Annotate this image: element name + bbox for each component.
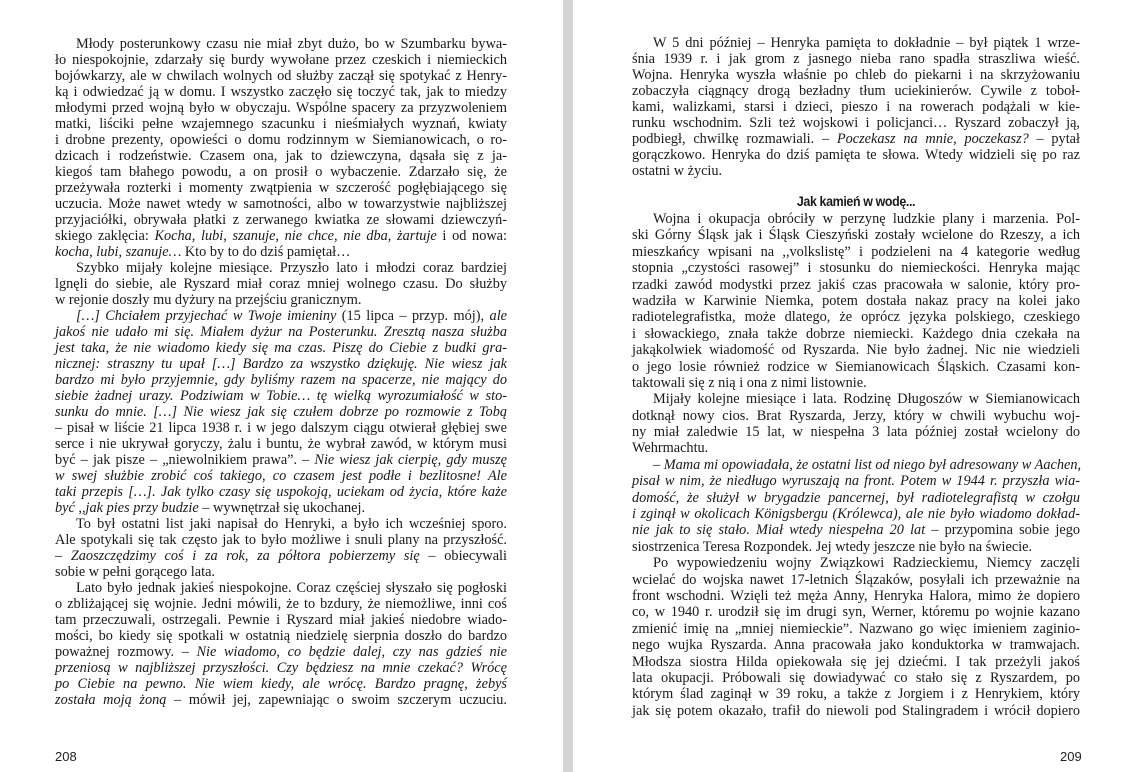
text-line [632,473,1080,489]
italic-text: siebie żadnej urazy. Podziwiam w Tobie… tę wielką wyrozumiałość w sto- [55,388,507,404]
italic-text: być ,,jak pies przy budzie [55,500,199,516]
text-run: radiotelegrafistka, może dlatego, że oprócz języka polskiego, czeskiego [632,309,1080,326]
text-run: serce i nie ukrywał goryczy, żalu i buntu, że wybrał zawód, w którym musi [55,436,507,452]
text-run: – pisał w liście 21 lipca 1938 r. i w jego dalszym ciągu otwierał głębiej swe [55,420,507,436]
italic-text: pisał w nim, że niedługo wyruszają na front. Potem w 1944 r. przyszła wia- [632,473,1080,490]
text-run: młodymi przed wojną było w obyczaju. Wspólne spacery za przyzwoleniem [55,100,507,116]
text-line [55,404,507,420]
paragraph [55,36,507,260]
text-line [55,260,507,276]
text-run: Wojna. Henryka wyszła właśnie po chleb do piekarni i na skrzyżowaniu [632,67,1080,83]
text-line [55,612,507,628]
text-line [632,539,1080,555]
paragraph [632,391,1080,457]
italic-text: taki przepis […]. Jak tylko czasy się uspokoją, uciekam od życia, które każe [55,484,507,500]
page-number: 209 [1060,749,1082,764]
text-line [55,100,507,116]
text-run: ką i odwiedzać ją w domu. I wszystko zaczęło się toczyć tak, jak to miedzy [55,84,507,100]
text-run: – przypomina sobie jego [925,522,1081,539]
text-run: To był ostatni list jaki napisał do Henryki, a było ich wcześniej sporo. [76,516,507,532]
text-run: – mówił jej, zapewniając o swoim szczerym uczuciu. [166,692,507,708]
text-run: kami, walizkami, starsi i dzieci, pieszo i na rowerach podążali w kie- [632,99,1080,115]
text-run: skiego zaklęcia: [55,228,155,244]
text-run: Kto by to do dziś pamiętał… [181,244,351,260]
text-run: Lato było jednak jakieś niespokojne. Coraz częściej słyszało się pogłoski [76,580,507,596]
text-run: mości, bo kiedy się spotkali w ostatnią niedzielę sierpnia doszło do bardzo [55,628,507,644]
text-line [55,628,507,644]
text-line [632,703,1080,719]
text-line [55,308,507,324]
text-run: jakąkolwiek wiadomość od Ryszarda. Nie było żadnej. Nic nie wiedzieli [632,342,1080,359]
text-line [55,500,507,516]
text-run: mieszkańcy wpisani na ,,volkslistę” i podzieleni na 4 kategorie według [632,243,1080,260]
text-line [632,131,1080,147]
italic-text: – Zaoszczędzimy coś i za rok, za półtora pobierzemy się [55,548,420,564]
text-run: podbiegł, chwilkę rozmawiali. – [632,131,837,147]
text-line [55,452,507,468]
text-line [55,212,507,228]
text-line [632,490,1080,506]
text-line [632,277,1080,293]
text-line [632,572,1080,588]
text-run: tam przeczuwali, ostrzegali. Pewnie i Ryszard miał jakieś niedobre wiado- [55,612,507,628]
text-line [632,621,1080,637]
text-run: Po wypowiedzeniu wojny Związkowi Radzieckiemu, Niemcy zaczęli [653,555,1080,572]
text-run: wcielać do wojska nawet 17-letnich Ślązaków, posyłali ich przeważnie na [632,571,1080,588]
text-line [55,84,507,100]
text-run: – pytał [1028,131,1081,147]
text-run: kiegoś tam błahego powodu, a on prosił o wybaczenie. Zdarzało się, że [55,164,507,180]
italic-text: jest taka, że nie wiadomo kiedy się ma czas. Piszę do Ciebie z budki gra- [55,340,507,356]
section-heading: Jak kamień w wodę... [796,194,916,209]
page-gutter-divider [563,0,573,772]
text-run: wadziła w Karwinie Niemka, potem dostała nakaz pracy na kolei jako [632,292,1080,309]
text-run: siostrzenica Teresa Rozpondek. Jej wtedy jeszcze nie było na świecie. [632,538,1033,555]
text-run: nego wujka Ryszarda. Anna pracowała jako konduktorka w tramwajach. [632,637,1080,654]
text-line [632,359,1080,375]
text-line [55,564,507,580]
italic-text: Nie wiadomo, co będzie dalej, czy nas gdzieś nie [196,644,507,660]
text-run: Wehrmachtu. [632,440,709,457]
text-run: ny miał zaledwie 15 lat, w niespełna 3 lata później został wcielony do [632,424,1080,441]
italic-text: nicznej: straszny tu upał […] Bardzo za wszystko dziękuję. Nie wiesz jak [55,356,507,372]
text-line [632,588,1080,604]
text-run: co, w 1940 r. urodził się im drugi syn, Werner, któremu po wojnie kazano [632,604,1080,621]
text-line [632,244,1080,260]
text-line [632,227,1080,243]
text-run: jak się potem okazało, trafił do niewoli pod Stalingradem i wrócił dopiero [632,702,1080,719]
text-run: matki, liściki pełne wzajemnego szacunku i nieśmiałych wyznań, kwiaty [55,116,507,132]
text-run: dzicach i rodzeństwie. Czasem ona, jak to dziewczyna, dąsała się z ja- [55,148,507,164]
text-run: o zbliżającej się wojnie. Jedni mówili, że to bzdury, że niemożliwe, inni coś [55,596,507,612]
text-run: przyjaciółki, obrywała płatki z zerwanego kwiatka ze słowami dziewczyń- [55,212,507,228]
text-line [632,67,1080,83]
text-line [55,532,507,548]
text-run: Ale spotykali się tak często jak to było możliwe i snuli plany na przyszłość. [55,532,507,548]
text-run: stopnia „czystości rasowej” i stosunku do niemieckości. Henryka mając [632,260,1080,277]
paragraph [632,211,1080,391]
paragraph [55,308,507,516]
text-line [632,326,1080,342]
text-line [55,148,507,164]
text-line [632,99,1080,115]
text-line [632,147,1080,163]
text-line [632,604,1080,620]
text-run: Młodsza siostra Hilda opiekowała się jej dziećmi. I tak przeżyli jakoś [632,653,1080,670]
text-line [55,644,507,660]
text-line [55,484,507,500]
text-line [55,420,507,436]
text-run: bojówkarzy, ale w chwilach wolnych od służby zaczął się spotykać z Henry- [55,68,507,84]
italic-text: Poczekasz na mnie, poczekasz? [836,131,1029,147]
paragraph [632,457,1080,555]
text-line [632,522,1080,538]
italic-text: domość, że służył w brygadzie pancernej, był radiotelegrafistą w czołgu [632,489,1080,506]
text-line [55,36,507,52]
text-run: i od nowa: [436,228,507,244]
text-line [632,375,1080,391]
text-line [55,468,507,484]
text-run: lgnęli do siebie, ale Ryszard miał coraz mniej wolnego czasu. Do służby [55,276,507,292]
italic-text: po Ciebie na pewno. Nie wiem kiedy, ale wrócę. Bardzo pragnę, żebyś [55,676,507,692]
text-line [632,163,1080,179]
text-run: być – jak pisze – „niewolnikiem prawa”. – [55,452,315,468]
text-line [55,676,507,692]
italic-text: – Mama mi opowiadała, że ostatni list od niego był adresowany w Aachen, [653,456,1082,473]
text-line [55,68,507,84]
text-run: zmienić imię na „mniej niemieckie”. Nazwano go więc imieniem zaginio- [632,620,1080,637]
text-run: zobaczyła ciągnący drogą bezładny tłum uciekinierów. Cywile z toboł- [632,83,1080,99]
text-run: o jego losie również rodzice w Siemianowicach Śląskich. Czasami kon- [632,358,1080,375]
text-line [632,342,1080,358]
text-line [55,692,507,708]
text-line [55,580,507,596]
text-line [55,132,507,148]
text-line [632,686,1080,702]
italic-text: nie jak to się stało. Miał wtedy niespełna 20 lat [632,522,926,539]
text-run: lata okupacji. Próbowali się dowiadywać co stało się z Ryszardem, po [632,669,1080,686]
text-line [632,440,1080,456]
text-run: front wschodni. Wzięli też męża Anny, Henryka Halora, mimo że dopiero [632,587,1080,604]
text-line [55,324,507,340]
text-line [632,637,1080,653]
text-line [632,211,1080,227]
text-line [632,391,1080,407]
text-run: ło niespokojnie, zdarzały się burdy wywołane przez czeskich i niemieckich [55,52,507,68]
text-run: którym ślad zaginął w 39 roku, a także z Jorgiem i z Henrykiem, który [632,686,1080,703]
text-line [632,35,1080,51]
text-line [55,596,507,612]
italic-text: jakoś nie udało mi się. Miałem dyżur na Posterunku. Zresztą nasza służba [55,324,507,340]
paragraph [55,260,507,308]
text-line [55,244,507,260]
text-run: uczucia. Może nawet wtedy w samotności, albo w towarzystwie najbliższej [55,196,507,212]
text-line [55,516,507,532]
text-line [632,654,1080,670]
text-line [55,276,507,292]
text-block [632,35,1080,179]
text-line [55,196,507,212]
text-line [55,372,507,388]
italic-text: została moją żoną [55,692,167,708]
italic-text: w swej służbie zrobić coś takiego, co czasem jest podłe i bezlitosne! Ale [55,468,507,484]
text-run: – obiecywali [419,548,507,564]
text-line [55,356,507,372]
text-run: (15 lipca – przyp. mój), [336,308,490,324]
text-line [632,83,1080,99]
text-line [55,52,507,68]
text-line [55,340,507,356]
italic-text: bardzo mi było przyjemnie, gdy byliśmy razem na spacerze, nie mający do [55,372,507,388]
text-run: Młody posterunkowy czasu nie miał zbyt dużo, bo w Szumbarku bywa- [76,36,507,52]
italic-text: Nie wiesz jak cierpię, gdy muszę [314,452,507,468]
text-run: w rejonie doszły mu dyżury na przejściu granicznym. [55,292,362,308]
text-run: Wojna i okupacja obróciły w perzynę ludzkie plany i marzenia. Pol- [653,211,1080,227]
text-line [632,555,1080,571]
text-line [55,228,507,244]
text-run: Szybko mijały kolejne miesiące. Przyszło lato i młodzi coraz bardziej [76,260,507,276]
right-page-text [632,35,1080,719]
text-run: przeżywała rozterki i momenty zwątpienia w szczerość pogłębiającego się [55,180,507,196]
text-line [55,180,507,196]
text-run: dotknął nowy cios. Brat Ryszarda, Jerzy, który w chwili wybuchu woj- [632,407,1080,424]
text-run: i słowackiego, znała także dobrze niemiecki. Każdego dnia czekała na [632,325,1080,342]
text-line [632,424,1080,440]
text-run: sobie w pełni gorącego lata. [55,564,215,580]
text-line [632,115,1080,131]
italic-text: i zginął w okolicach Königsbergu (Królewca), ale nie było wiadomo dokład- [632,506,1080,523]
paragraph [632,555,1080,719]
text-line [55,164,507,180]
text-run: gorączkowo. Henryka do dziś pamięta te słowa. Wtedy widzieli się po raz [632,147,1080,163]
text-run: i drobne prezenty, opowieści o domu rodzinnym w Siemianowicach, o ro- [55,132,507,148]
text-line [632,260,1080,276]
text-line [55,660,507,676]
text-run: taktowali się z nią i ona z nimi listownie. [632,374,867,391]
text-run: rzadki zawód modystki przez jakiś czas pracowała w salonie, który pro- [632,276,1080,293]
text-line [632,506,1080,522]
text-run: – wywnętrzał się ukochanej. [198,500,366,516]
text-line [55,292,507,308]
text-run: runku wschodnim. Szli też wojskowi i policjanci… Ryszard zobaczył ją, [632,115,1080,131]
text-run: ski Górny Śląsk jak i Śląsk Cieszyński zostały wcielone do Rzeszy, a ich [632,227,1080,244]
text-line [632,309,1080,325]
paragraph [55,516,507,580]
text-line [55,436,507,452]
italic-text: kocha, lubi, szanuje… [55,244,182,260]
text-run: śnia 1939 r. i jak grom z jasnego nieba rano spadła straszliwa wieść. [632,51,1080,67]
text-line [632,408,1080,424]
paragraph [632,35,1080,179]
text-line [55,116,507,132]
italic-text: ale [489,308,508,324]
left-page-text [55,36,507,708]
text-line [632,670,1080,686]
italic-text: przeniosą w najbliższej przyszłości. Czy będziesz na mnie czekać? Wrócę [55,660,507,676]
text-run: Mijały kolejne miesiące i lata. Rodzinę Długoszów w Siemianowicach [653,391,1080,408]
paragraph [55,580,507,708]
page-number: 208 [55,749,77,764]
text-line [55,388,507,404]
italic-text: Kocha, lubi, szanuje, nie chce, nie dba, żartuje [154,228,437,244]
text-line [55,548,507,564]
text-line [632,51,1080,67]
text-line [632,293,1080,309]
italic-text: […] Chciałem przyjechać w Twoje imieniny [76,308,337,324]
text-block [632,211,1080,719]
text-run: poważnej rozmowy. – [55,644,197,660]
text-run: W 5 dni później – Henryka pamięta to dokładnie – był piątek 1 wrze- [653,35,1080,51]
text-run: ostatni w życiu. [632,163,723,179]
text-line [632,457,1080,473]
italic-text: sunku do mnie. […] Nie wiesz jak się czułem dobrze po rozmowie z Tobą [55,404,507,420]
